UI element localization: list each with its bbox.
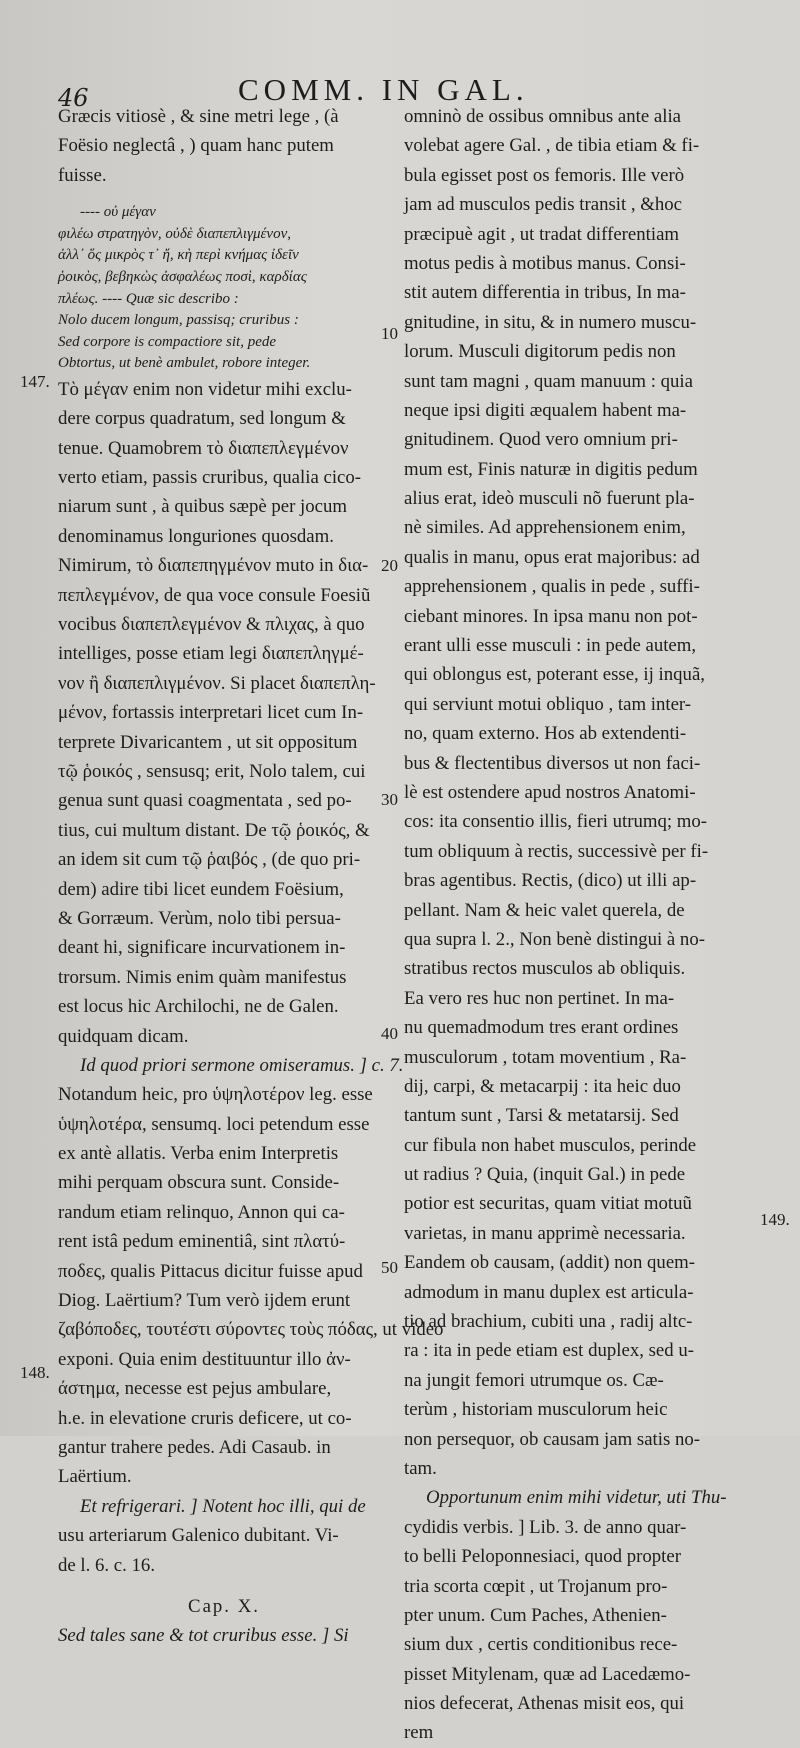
left-column-line: fuisse. [58, 164, 107, 186]
margin-section-number: 149. [760, 1210, 790, 1229]
left-column-line: ὑψηλοτέρα, sensumq. loci petendum esse [58, 1113, 370, 1135]
left-column-line: quidquam dicam. [58, 1025, 189, 1047]
left-column-line: μένον, fortassis interpretari licet cum In- [58, 702, 364, 724]
right-column-line: Eandem ob causam, (addit) non quem- [404, 1252, 696, 1274]
right-column-line: gnitudine, in situ, & in numero muscu- [404, 311, 697, 333]
right-column-line: ra : ita in pede etiam est duplex, sed u- [404, 1340, 694, 1362]
right-column-line: mum est, Finis naturæ in digitis pedum [404, 458, 698, 480]
left-column-line: Sed corpore is compactiore sit, pede [58, 333, 277, 350]
left-column-line: άστημα, necesse est pejus ambulare, [58, 1378, 332, 1400]
left-column-line: Obtortus, ut benè ambulet, robore integer. [58, 355, 311, 372]
left-column-line: genua sunt quasi coagmentata , sed po- [58, 790, 352, 812]
left-column-line [58, 1580, 390, 1592]
left-column-line: Sed tales sane & tot cruribus esse. ] Si [58, 1625, 349, 1647]
left-column-line: trorsum. Nimis enim quàm manifestus [58, 966, 347, 988]
page-number: 46 [58, 84, 89, 112]
right-column-line: cydidis verbis. ] Lib. 3. de anno quar- [404, 1516, 687, 1538]
right-column-line: nu quemadmodum tres erant ordines [404, 1017, 679, 1039]
left-column-line: dem) adire tibi licet eundem Foësium, [58, 878, 344, 900]
right-column-line: ut radius ? Quia, (inquit Gal.) in pede [404, 1164, 686, 1186]
left-column-line: de l. 6. c. 16. [58, 1554, 156, 1576]
left-column-line: πεπλεγμένον, de qua voce consule Foesiũ [58, 584, 371, 606]
line-number: 30 [381, 790, 398, 809]
left-column-line: h.e. in elevatione cruris deficere, ut co- [58, 1407, 352, 1429]
right-column-line: sium dux , certis conditionibus rece- [404, 1634, 678, 1656]
margin-section-number: 148. [20, 1363, 50, 1382]
right-column-line: tum obliquum à rectis, successivè per fi- [404, 840, 709, 862]
left-column-line: denominamus longuriones quosdam. [58, 525, 334, 547]
right-column-line: cur fibula non habet musculos, perinde [404, 1134, 697, 1156]
right-column-line: to belli Peloponnesiaci, quod propter [404, 1546, 681, 1568]
right-column-line: musculorum , totam moventium , Ra- [404, 1046, 687, 1068]
left-column-line: exponi. Quia enim destituuntur illo ἀν- [58, 1348, 351, 1370]
left-column-line: an idem sit cum τῷ ῥαιβός , (de quo pri- [58, 849, 361, 871]
right-column [404, 102, 756, 1748]
right-column-line: ciebant minores. In ipsa manu non pot- [404, 605, 698, 627]
right-column-line: qui serviunt motui obliquo , tam inter- [404, 693, 692, 715]
running-title: COMM. IN GAL. [238, 72, 529, 107]
right-column-line: tantum sunt , Tarsi & metatarsij. Sed [404, 1105, 679, 1127]
left-column-line: Nimirum, τὸ διαπεπηγμένον muto in δια- [58, 555, 369, 577]
right-column-line: jam ad musculos pedis transit , &hoc [404, 194, 683, 216]
left-column-line: Cap. X. [188, 1595, 260, 1617]
line-number: 10 [381, 324, 398, 343]
right-column-line: terùm , historiam musculorum heic [404, 1399, 668, 1421]
left-column-line: tenue. Quamobrem τὸ διαπεπλεγμένον [58, 437, 349, 459]
left-column-line: Et refrigerari. ] Notent hoc illi, qui de [80, 1495, 366, 1517]
right-column-line: neque ipsi digiti æqualem habent ma- [404, 399, 687, 421]
right-column-line: varietas, in manu apprimè necessaria. [404, 1222, 686, 1244]
left-column-line: ἀλλ᾽ ὅς μικρὸς τ᾽ ἤ, κὴ περὶ κνήμας ἰδεῖν [58, 247, 299, 264]
right-column-line: motus pedis à motibus manus. Consi- [404, 252, 686, 274]
left-column-line: ῥοικὸς, βεβηκὼς ἀσφαλέως ποσὶ, καρδίας [58, 268, 307, 285]
right-column-line: bras agentibus. Rectis, (dico) ut illi ap- [404, 870, 697, 892]
right-column-line: no, quam externo. Hos ab extendenti- [404, 723, 687, 745]
left-column-line: deant hi, significare incurvationem in- [58, 937, 346, 959]
left-column-line: Diog. Laërtium? Tum verò ijdem erunt [58, 1290, 351, 1312]
left-column-line: & Gorræum. Verùm, nolo tibi persua- [58, 907, 341, 929]
left-column-line: νον ἢ διαπεπλιγμένον. Si placet διαπεπλη- [58, 672, 376, 694]
right-column-line: dij, carpi, & metacarpij : ita heic duo [404, 1075, 681, 1097]
left-column-line: usu arteriarum Galenico dubitant. Vi- [58, 1525, 339, 1547]
right-column-line: pisset Mitylenam, quæ ad Lacedæmo- [404, 1663, 691, 1685]
right-column-line: gnitudinem. Quod vero omnium pri- [404, 429, 678, 451]
right-column-line: tio ad brachium, cubiti una , radij altc- [404, 1311, 693, 1333]
right-column-line: alius erat, ideò musculi nõ fuerunt pla- [404, 488, 695, 510]
right-column-line: tam. [404, 1457, 437, 1479]
left-column-line: Notandum heic, pro ὑψηλοτέρον leg. esse [58, 1084, 373, 1106]
right-column-line: apprehensionem , qualis in pede , suffi- [404, 576, 700, 598]
right-column-line: admodum in manu duplex est articula- [404, 1281, 694, 1303]
left-column-line: ---- οὐ μέγαν [80, 204, 156, 221]
left-column-line: ex antè allatis. Verba enim Interpretis [58, 1143, 339, 1165]
left-column-line: Laërtium. [58, 1466, 132, 1488]
left-column-line: vocibus διαπεπλεγμένον & πλιχας, à quo [58, 614, 365, 636]
line-number: 20 [381, 556, 398, 575]
left-column-line: ποδες, qualis Pittacus dicitur fuisse apud [58, 1260, 363, 1282]
left-column-line: randum etiam relinquo, Annon qui ca- [58, 1201, 345, 1223]
right-column-line: stratibus rectos musculos ab obliquis. [404, 958, 686, 980]
left-column-line: mihi perquam obscura sunt. Conside- [58, 1172, 340, 1194]
right-column-line: volebat agere Gal. , de tibia etiam & fi- [404, 135, 700, 157]
right-column-line: Opportunum enim mihi videtur, uti Thu- [426, 1487, 727, 1509]
right-column-line: cos: ita consentio illis, fieri utrumq; mo- [404, 811, 708, 833]
margin-section-number: 147. [20, 372, 50, 391]
left-column-line: tius, cui multum distant. De τῷ ῥοικός, & [58, 819, 370, 841]
right-column-line: bus & flectentibus diversos ut non faci- [404, 752, 701, 774]
right-column-line: omninò de ossibus omnibus ante alia [404, 106, 681, 127]
right-column-line: Ea vero res huc non pertinet. In ma- [404, 987, 675, 1009]
left-column-line: ζαβόποδες, τουτέστι σύροντες τοὺς πόδας, ut video [58, 1319, 444, 1341]
right-column-line: qualis in manu, opus erat majoribus: ad [404, 546, 700, 568]
right-column-line: sunt tam magni , quam manuum : quia [404, 370, 693, 392]
right-column-line: nè similes. Ad apprehensionem enim, [404, 517, 686, 539]
right-column-line: præcipuè agit , ut tradat differentiam [404, 223, 680, 245]
line-number: 50 [381, 1258, 398, 1277]
left-column-line: rent istâ pedum eminentiâ, sint πλατύ- [58, 1231, 346, 1253]
right-column-line: na jungit femori utrumque os. Cæ- [404, 1369, 664, 1391]
right-column-line: lè est ostendere apud nostros Anatomi- [404, 781, 696, 803]
left-column-line: πλέως. ---- Quæ sic describo : [58, 290, 239, 307]
right-column-line: bula egisset post os femoris. Ille verò [404, 164, 685, 186]
left-column-line: Id quod priori sermone omiseramus. ] c. 7. [80, 1054, 404, 1076]
right-column-line: qui oblongus est, poterant esse, ij inquã, [404, 664, 705, 686]
left-column-line: Τὸ μέγαν enim non videtur mihi exclu- [58, 378, 352, 400]
right-column-line: lorum. Musculi digitorum pedis non [404, 341, 676, 363]
left-column-line: τῷ ῥοικός , sensusq; erit, Nolo talem, cui [58, 761, 366, 782]
right-column-line: qua supra l. 2., Non benè distingui à no- [404, 928, 705, 950]
left-column-line: gantur trahere pedes. Adi Casaub. in [58, 1436, 331, 1458]
left-column-line: niarum sunt , à quibus sæpè per jocum [58, 496, 347, 518]
left-column-line: terprete Divaricantem , ut sit oppositum [58, 731, 358, 753]
left-column-line: Nolo ducem longum, passisq; cruribus : [58, 312, 299, 329]
line-number: 40 [381, 1024, 398, 1043]
right-column-line: nios defecerat, Athenas misit eos, qui [404, 1693, 685, 1715]
left-column-line: intelliges, posse etiam legi διαπεπληγμέ- [58, 643, 364, 665]
right-column-line: erant ulli esse musculi : in pede autem, [404, 635, 697, 657]
right-column-line: potior est securitas, quam vitiat motuũ [404, 1193, 692, 1215]
right-column-line: pellant. Nam & heic valet querela, de [404, 899, 685, 921]
left-column-line: verto etiam, passis cruribus, qualia cico- [58, 467, 362, 489]
right-column-line: non persequor, ob causam jam satis no- [404, 1428, 701, 1450]
right-column-line: rem [404, 1722, 434, 1744]
left-column-line: dere corpus quadratum, sed longum & [58, 408, 346, 430]
right-column-line: tria scorta cœpit , ut Trojanum pro- [404, 1575, 668, 1597]
right-column-line: stit autem differentia in tribus, In ma- [404, 282, 686, 304]
left-column-line [58, 190, 390, 202]
left-column-line: Foësio neglectâ , ) quam hanc putem [58, 135, 334, 157]
left-column-line: est locus hic Archilochi, ne de Galen. [58, 996, 339, 1018]
left-column-line: Græcis vitiosè , & sine metri lege , (à [58, 106, 339, 127]
right-column-line: pter unum. Cum Paches, Athenien- [404, 1604, 667, 1626]
left-column-line: φιλέω στρατηγὸν, οὐδὲ διαπεπλιγμένον, [58, 225, 291, 242]
